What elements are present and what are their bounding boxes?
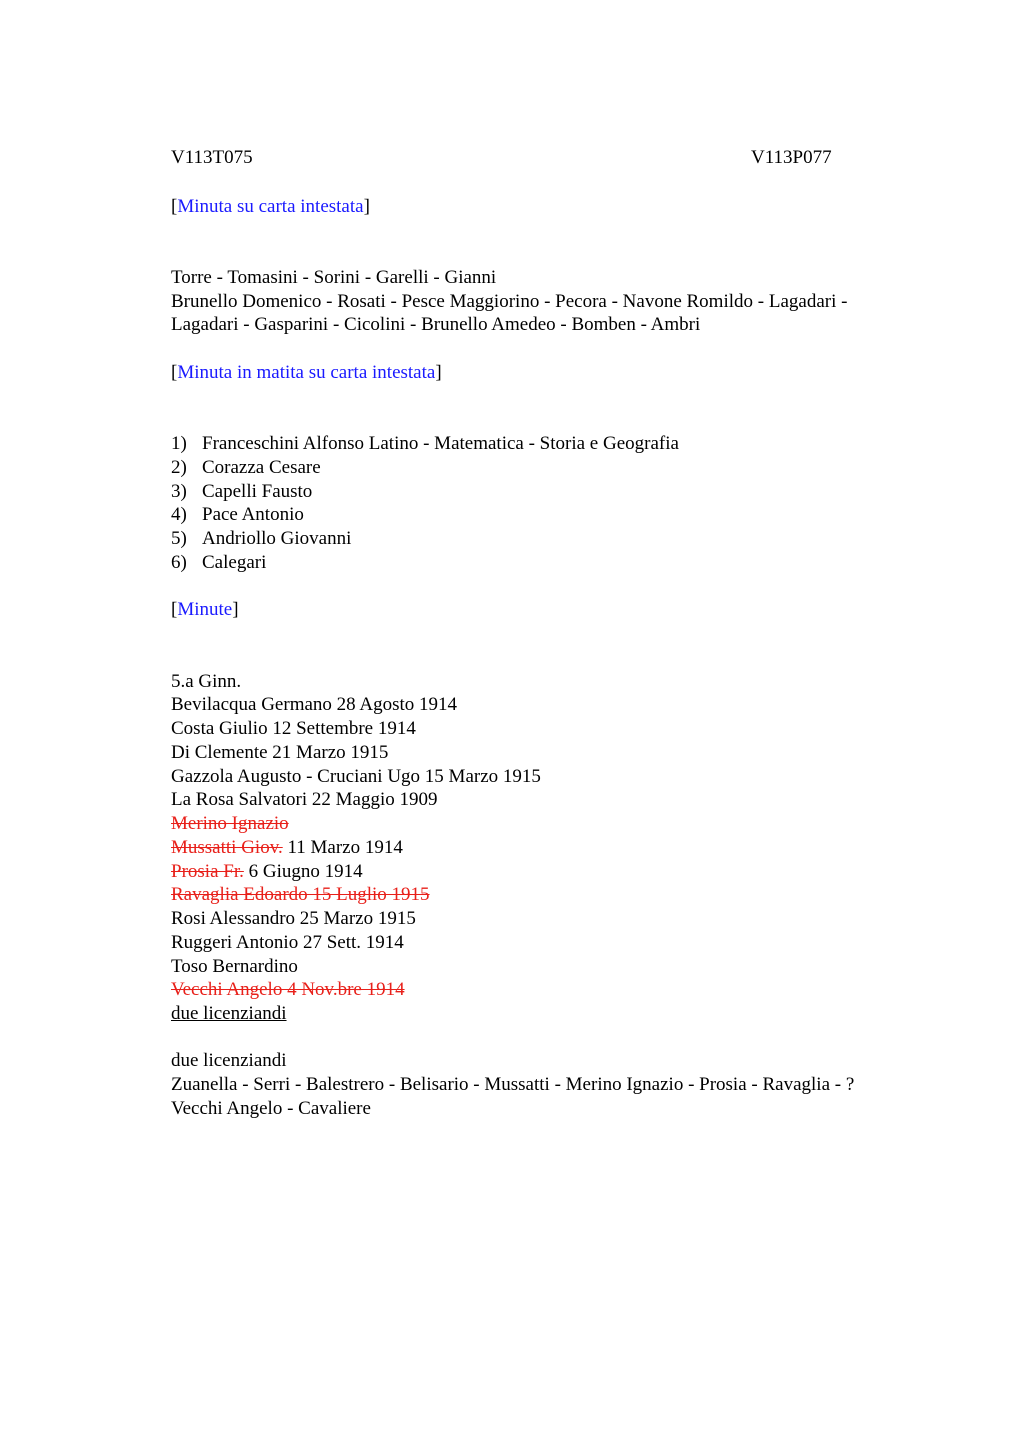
student-line-struck <box>171 812 289 836</box>
editor-note-1 <box>171 195 370 219</box>
student-line: Toso Bernardino <box>171 956 298 977</box>
document-code-right: V113P077 <box>751 147 832 168</box>
names-line-1: Torre - Tomasini - Sorini - Garelli - Gianni <box>171 267 497 288</box>
list-item <box>171 503 304 527</box>
list-number: 3) <box>171 481 187 502</box>
bracket-close: ] <box>363 196 370 217</box>
student-line: Gazzola Augusto - Cruciani Ugo 15 Marzo 1915 <box>171 766 541 787</box>
footer-names-line-2: Vecchi Angelo - Cavaliere <box>171 1098 371 1119</box>
student-line-struck <box>171 860 363 884</box>
document-code-left: V113T075 <box>171 147 253 168</box>
note-text: Minuta su carta intestata <box>177 196 364 217</box>
list-number: 5) <box>171 528 187 549</box>
list-text: Calegari <box>202 552 267 573</box>
student-line: Di Clemente 21 Marzo 1915 <box>171 742 389 763</box>
list-number: 2) <box>171 457 187 478</box>
list-text: Franceschini Alfonso Latino - Matematica - Storia e Geografia <box>202 433 679 454</box>
list-item <box>171 480 312 504</box>
editor-note-2 <box>171 361 442 385</box>
bracket-open: [ <box>171 362 178 383</box>
student-line-struck <box>171 836 403 860</box>
struck-text: Merino Ignazio <box>171 813 289 834</box>
class-label: 5.a Ginn. <box>171 671 242 692</box>
struck-text: Vecchi Angelo 4 Nov.bre 1914 <box>171 979 405 1000</box>
bracket-open: [ <box>171 196 178 217</box>
list-number: 1) <box>171 433 187 454</box>
student-line-struck <box>171 978 405 1002</box>
list-item <box>171 456 321 480</box>
student-line: Costa Giulio 12 Settembre 1914 <box>171 718 416 739</box>
list-text: Andriollo Giovanni <box>202 528 352 549</box>
list-number: 4) <box>171 504 187 525</box>
student-line: Bevilacqua Germano 28 Agosto 1914 <box>171 694 458 715</box>
list-text: Capelli Fausto <box>202 481 313 502</box>
note-text: Minute <box>177 599 233 620</box>
bracket-close: ] <box>435 362 442 383</box>
list-item <box>171 551 266 575</box>
footer-label: due licenziandi <box>171 1050 287 1071</box>
list-item <box>171 432 679 456</box>
list-number: 6) <box>171 552 187 573</box>
struck-text: Ravaglia Edoardo 15 Luglio 1915 <box>171 884 430 905</box>
editor-note-3 <box>171 598 239 622</box>
underlined-note: due licenziandi <box>171 1003 287 1024</box>
student-line: La Rosa Salvatori 22 Maggio 1909 <box>171 789 438 810</box>
names-line-2: Brunello Domenico - Rosati - Pesce Maggiorino - Pecora - Navone Romildo - Lagadari - <box>171 291 848 312</box>
names-line-3: Lagadari - Gasparini - Cicolini - Brunello Amedeo - Bomben - Ambri <box>171 314 701 335</box>
footer-names-line-1: Zuanella - Serri - Balestrero - Belisario - Mussatti - Merino Ignazio - Prosia - Ravaglia - ? <box>171 1074 855 1095</box>
bracket-open: [ <box>171 599 178 620</box>
note-text: Minuta in matita su carta intestata <box>177 362 436 383</box>
student-line-struck <box>171 883 430 907</box>
bracket-close: ] <box>232 599 239 620</box>
student-line: Rosi Alessandro 25 Marzo 1915 <box>171 908 416 929</box>
list-item <box>171 527 351 551</box>
remaining-text: 11 Marzo 1914 <box>282 837 403 858</box>
student-line: Ruggeri Antonio 27 Sett. 1914 <box>171 932 404 953</box>
struck-text: Mussatti Giov. <box>171 837 283 858</box>
struck-text: Prosia Fr. <box>171 861 244 882</box>
list-text: Corazza Cesare <box>202 457 321 478</box>
list-text: Pace Antonio <box>202 504 304 525</box>
remaining-text: 6 Giugno 1914 <box>243 861 363 882</box>
